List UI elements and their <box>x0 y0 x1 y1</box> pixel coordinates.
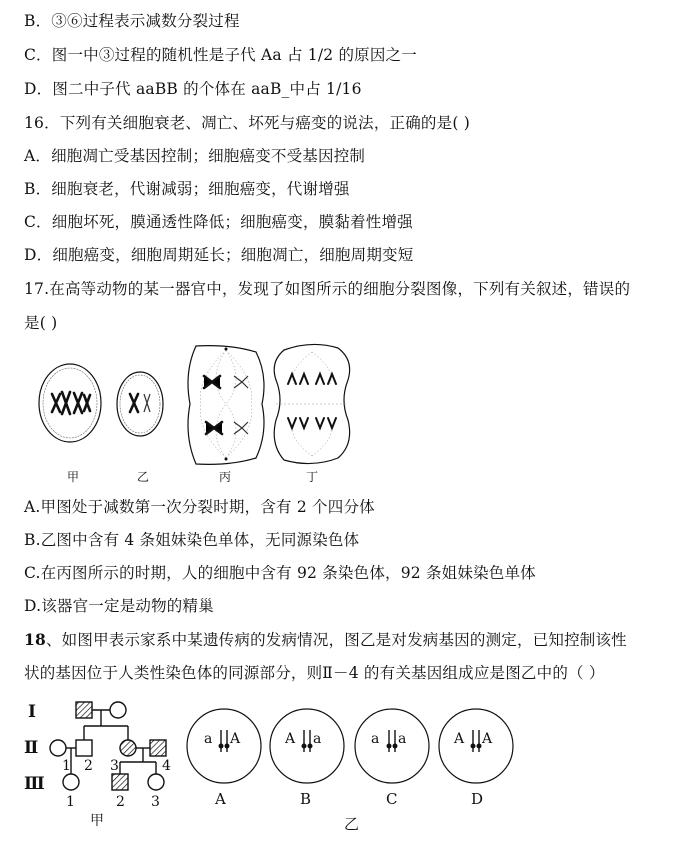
gene-panel-b-label: B <box>300 790 312 808</box>
pedigree-num-III-3: 3 <box>151 794 160 810</box>
pedigree-I-1 <box>76 702 92 718</box>
pedigree-num-II-4: 4 <box>162 758 171 774</box>
gene-panel-b-left: A <box>285 731 296 747</box>
gene-panel-a-label: A <box>215 790 226 808</box>
gene-panel-a-left: a <box>204 731 213 747</box>
pedigree-num-III-2: 2 <box>116 794 125 810</box>
q15-option-d: D．图二中子代 aaBB 的个体在 aaB_中占 1/16 <box>24 80 362 98</box>
pedigree-III-2 <box>112 774 128 790</box>
pedigree-III-1 <box>63 774 79 790</box>
pedigree-I-2 <box>110 702 126 718</box>
pedigree-II-1 <box>50 740 66 756</box>
gene-panel-d-right: A <box>482 731 493 747</box>
gene-panel-b-cell <box>270 709 344 783</box>
gene-panel-a-right: A <box>230 731 241 747</box>
pedigree-II-2 <box>76 740 92 756</box>
q17-option-d: D.该器官一定是动物的精巢 <box>24 597 214 615</box>
cell-division-figure <box>36 340 356 485</box>
gene-panel-d-left: A <box>454 731 465 747</box>
q16-option-b: B．细胞衰老，代谢减弱；细胞癌变，代谢增强 <box>24 180 350 198</box>
pedigree-num-II-2: 2 <box>84 758 93 774</box>
q18-stem-line2: 状的基因位于人类性染色体的同源部分，则Ⅱ－4 的有关基因组成应是图乙中的（ ） <box>24 664 605 682</box>
chromosomes-yi <box>130 394 138 412</box>
gene-panel-b-right: a <box>313 731 322 747</box>
gen-label-I: Ⅰ <box>28 702 36 722</box>
gene-panel-c-label: C <box>386 790 398 808</box>
figure-label-ding: 丁 <box>306 470 319 484</box>
chromosomes-jia <box>52 392 90 414</box>
gen-label-II: Ⅱ <box>24 738 39 758</box>
q18-stem-line1: 18、如图甲表示家系中某遗传病的发病情况，图乙是对发病基因的测定，已知控制该性 <box>24 630 627 649</box>
pedigree-II-3 <box>120 740 136 756</box>
gene-panel-c-right: a <box>398 731 407 747</box>
q15-option-b: B．③⑥过程表示减数分裂过程 <box>24 12 240 30</box>
q17-option-b: B.乙图中含有 4 条姐妹染色单体，无同源染色体 <box>24 531 360 549</box>
cell-jia <box>39 364 101 442</box>
q17-stem-line1: 17.在高等动物的某一器官中，发现了如图所示的细胞分裂图像，下列有关叙述，错误的 <box>24 280 631 298</box>
q17-option-c: C.在丙图所示的时期，人的细胞中含有 92 条染色体，92 条姐妹染色单体 <box>24 564 536 582</box>
gene-panel-d-cell <box>439 709 513 783</box>
cell-bing <box>188 346 264 465</box>
gene-panel-c-left: a <box>371 731 380 747</box>
gene-panel-caption: 乙 <box>344 815 360 833</box>
pedigree-II-4 <box>150 740 166 756</box>
gene-panel-a-cell <box>187 709 261 783</box>
gene-panel-c-cell <box>355 709 429 783</box>
chromosomes-ding <box>288 374 336 428</box>
gen-label-III: Ⅲ <box>24 774 45 794</box>
figure-label-bing: 丙 <box>219 470 232 484</box>
q16-option-c: C．细胞坏死，膜通透性降低；细胞癌变，膜黏着性增强 <box>24 213 413 231</box>
figure-label-jia: 甲 <box>67 470 80 484</box>
pedigree-num-III-1: 1 <box>66 794 75 810</box>
q15-option-c: C．图一中③过程的随机性是子代 Aa 占 1/2 的原因之一 <box>24 46 417 64</box>
gene-panel-d-label: D <box>471 790 484 808</box>
pedigree-num-II-1: 1 <box>62 758 71 774</box>
gene-panels <box>180 700 530 800</box>
figure-label-yi: 乙 <box>137 470 150 484</box>
pedigree-III-3 <box>148 774 164 790</box>
q17-option-a: A.甲图处于减数第一次分裂时期，含有 2 个四分体 <box>24 498 375 516</box>
q16-stem: 16．下列有关细胞衰老、凋亡、坏死与癌变的说法，正确的是( ) <box>24 114 470 132</box>
pedigree-caption: 甲 <box>90 813 104 829</box>
q17-stem-line2: 是( ) <box>24 314 58 332</box>
pedigree-num-II-3: 3 <box>110 758 119 774</box>
chromosomes-bing <box>204 376 222 434</box>
q16-option-d: D．细胞癌变，细胞周期延长；细胞凋亡，细胞周期变短 <box>24 246 414 264</box>
cell-yi <box>117 372 163 436</box>
q16-option-a: A．细胞凋亡受基因控制；细胞癌变不受基因控制 <box>24 147 366 165</box>
